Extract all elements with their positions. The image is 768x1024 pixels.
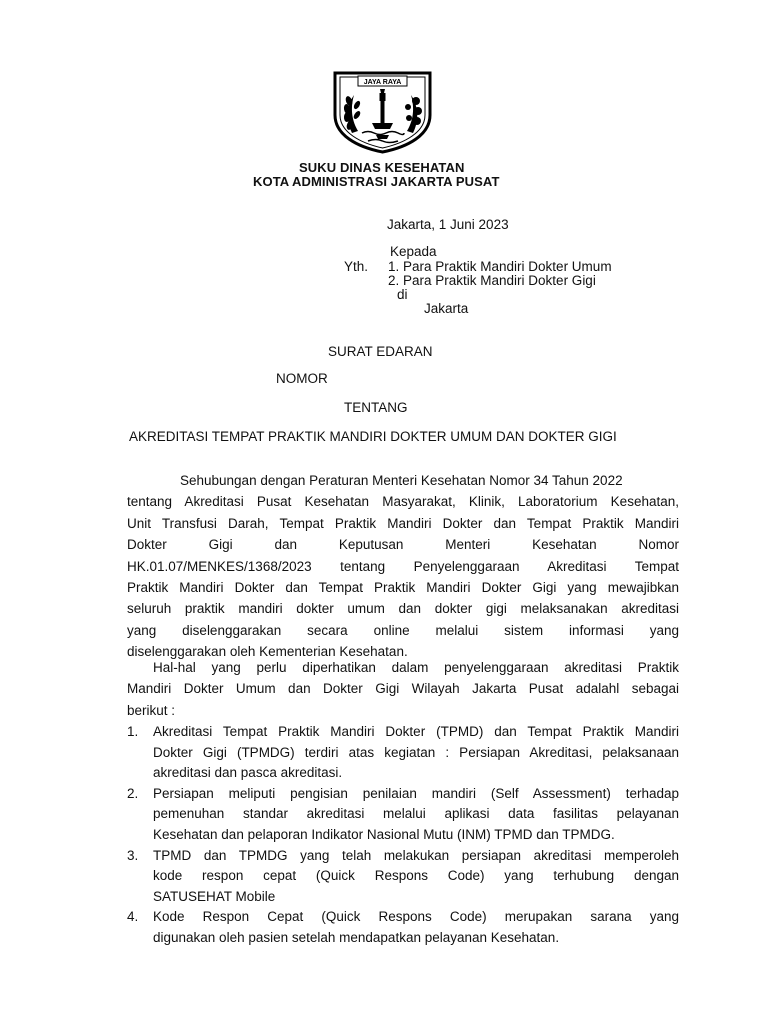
- document-tentang-label: TENTANG: [344, 400, 408, 415]
- paragraph-line: Unit Transfusi Darah, Tempat Praktik Mandiri Dokter dan Tempat Praktik Mandiri: [127, 515, 679, 531]
- letter-date: Jakarta, 1 Juni 2023: [387, 217, 509, 232]
- document-type: SURAT EDARAN: [328, 344, 433, 359]
- paragraph-line: HK.01.07/MENKES/1368/2023 tentang Penyelenggaraan Akreditasi Tempat: [127, 558, 679, 574]
- paragraph-line: diselenggarakan oleh Kementerian Kesehatan.: [127, 644, 408, 660]
- document-number-label: NOMOR: [276, 371, 328, 386]
- paragraph-line: Praktik Mandiri Dokter dan Tempat Praktik Mandiri Dokter Gigi yang mewajibkan: [127, 579, 679, 595]
- list-item-line: Persiapan meliputi pengisian penilaian mandiri (Self Assessment) terhadap: [153, 785, 679, 801]
- paragraph-line: Sehubungan dengan Peraturan Menteri Kesehatan Nomor 34 Tahun 2022: [180, 473, 623, 488]
- recipient-item-2: 2. Para Praktik Mandiri Dokter Gigi: [388, 273, 596, 288]
- list-item-number: 2.: [127, 785, 139, 801]
- paragraph-line: tentang Akreditasi Pusat Kesehatan Masyarakat, Klinik, Laboratorium Kesehatan,: [127, 494, 679, 510]
- list-item-line: SATUSEHAT Mobile: [153, 888, 276, 904]
- list-item: [127, 722, 679, 784]
- list-item-number: 1.: [127, 724, 139, 739]
- list-item-number: 4.: [127, 909, 139, 925]
- list-item-line: Kode Respon Cepat (Quick Respons Code) merupakan sarana yang: [153, 909, 679, 925]
- list-item-line: pemenuhan standar akreditasi melalui aplikasi data fasilitas pelayanan: [153, 806, 679, 822]
- recipient-di: di: [397, 287, 408, 302]
- list-item-line: digunakan oleh pasien setelah mendapatkan pelayanan Kesehatan.: [153, 929, 560, 945]
- paragraph-line: yang diselenggarakan secara online melalui sistem informasi yang: [127, 622, 679, 638]
- recipient-kepada: Kepada: [390, 244, 437, 259]
- paragraph-opening: [127, 470, 679, 663]
- document-subject: AKREDITASI TEMPAT PRAKTIK MANDIRI DOKTER UMUM DAN DOKTER GIGI: [129, 429, 617, 444]
- list-item: [127, 907, 679, 948]
- list-item: [127, 784, 679, 846]
- paragraph-intro-list: [127, 657, 679, 721]
- recipient-yth: Yth.: [344, 259, 369, 274]
- list-item-number: 3.: [127, 847, 139, 863]
- paragraph-line: seluruh praktik mandiri dokter umum dan dokter gigi melaksanakan akreditasi: [127, 601, 679, 617]
- agency-city: KOTA ADMINISTRASI JAKARTA PUSAT: [253, 174, 500, 189]
- svg-text:JAYA RAYA: JAYA RAYA: [363, 79, 402, 86]
- list-item-line: Akreditasi Tempat Praktik Mandiri Dokter (TPMD) dan Tempat Praktik Mandiri: [153, 724, 679, 739]
- numbered-list: [127, 722, 679, 949]
- list-item-line: Dokter Gigi (TPMDG) terdiri atas kegiatan : Persiapan Akreditasi, pelaksanaan: [153, 744, 679, 760]
- list-item-line: Kesehatan dan pelaporan Indikator Nasional Mutu (INM) TPMD dan TPMDG.: [153, 826, 615, 842]
- recipient-place: Jakarta: [424, 301, 469, 316]
- jakarta-emblem-logo: [332, 71, 433, 154]
- paragraph-line: Dokter Gigi dan Keputusan Menteri Kesehatan Nomor: [127, 537, 679, 553]
- list-item-line: TPMD dan TPMDG yang telah melakukan persiapan akreditasi memperoleh: [153, 847, 679, 863]
- recipient-item-1: 1. Para Praktik Mandiri Dokter Umum: [388, 259, 612, 274]
- list-item-line: akreditasi dan pasca akreditasi.: [153, 765, 343, 781]
- agency-name: SUKU DINAS KESEHATAN: [299, 160, 465, 175]
- list-item: [127, 846, 679, 908]
- paragraph-line: Hal-hal yang perlu diperhatikan dalam penyelenggaraan akreditasi Praktik: [153, 660, 679, 675]
- list-item-line: kode respon cepat (Quick Respons Code) yang terhubung dengan: [153, 868, 679, 884]
- paragraph-line: berikut :: [127, 702, 176, 718]
- paragraph-line: Mandiri Dokter Umum dan Dokter Gigi Wilayah Jakarta Pusat adalahl sebagai: [127, 681, 679, 697]
